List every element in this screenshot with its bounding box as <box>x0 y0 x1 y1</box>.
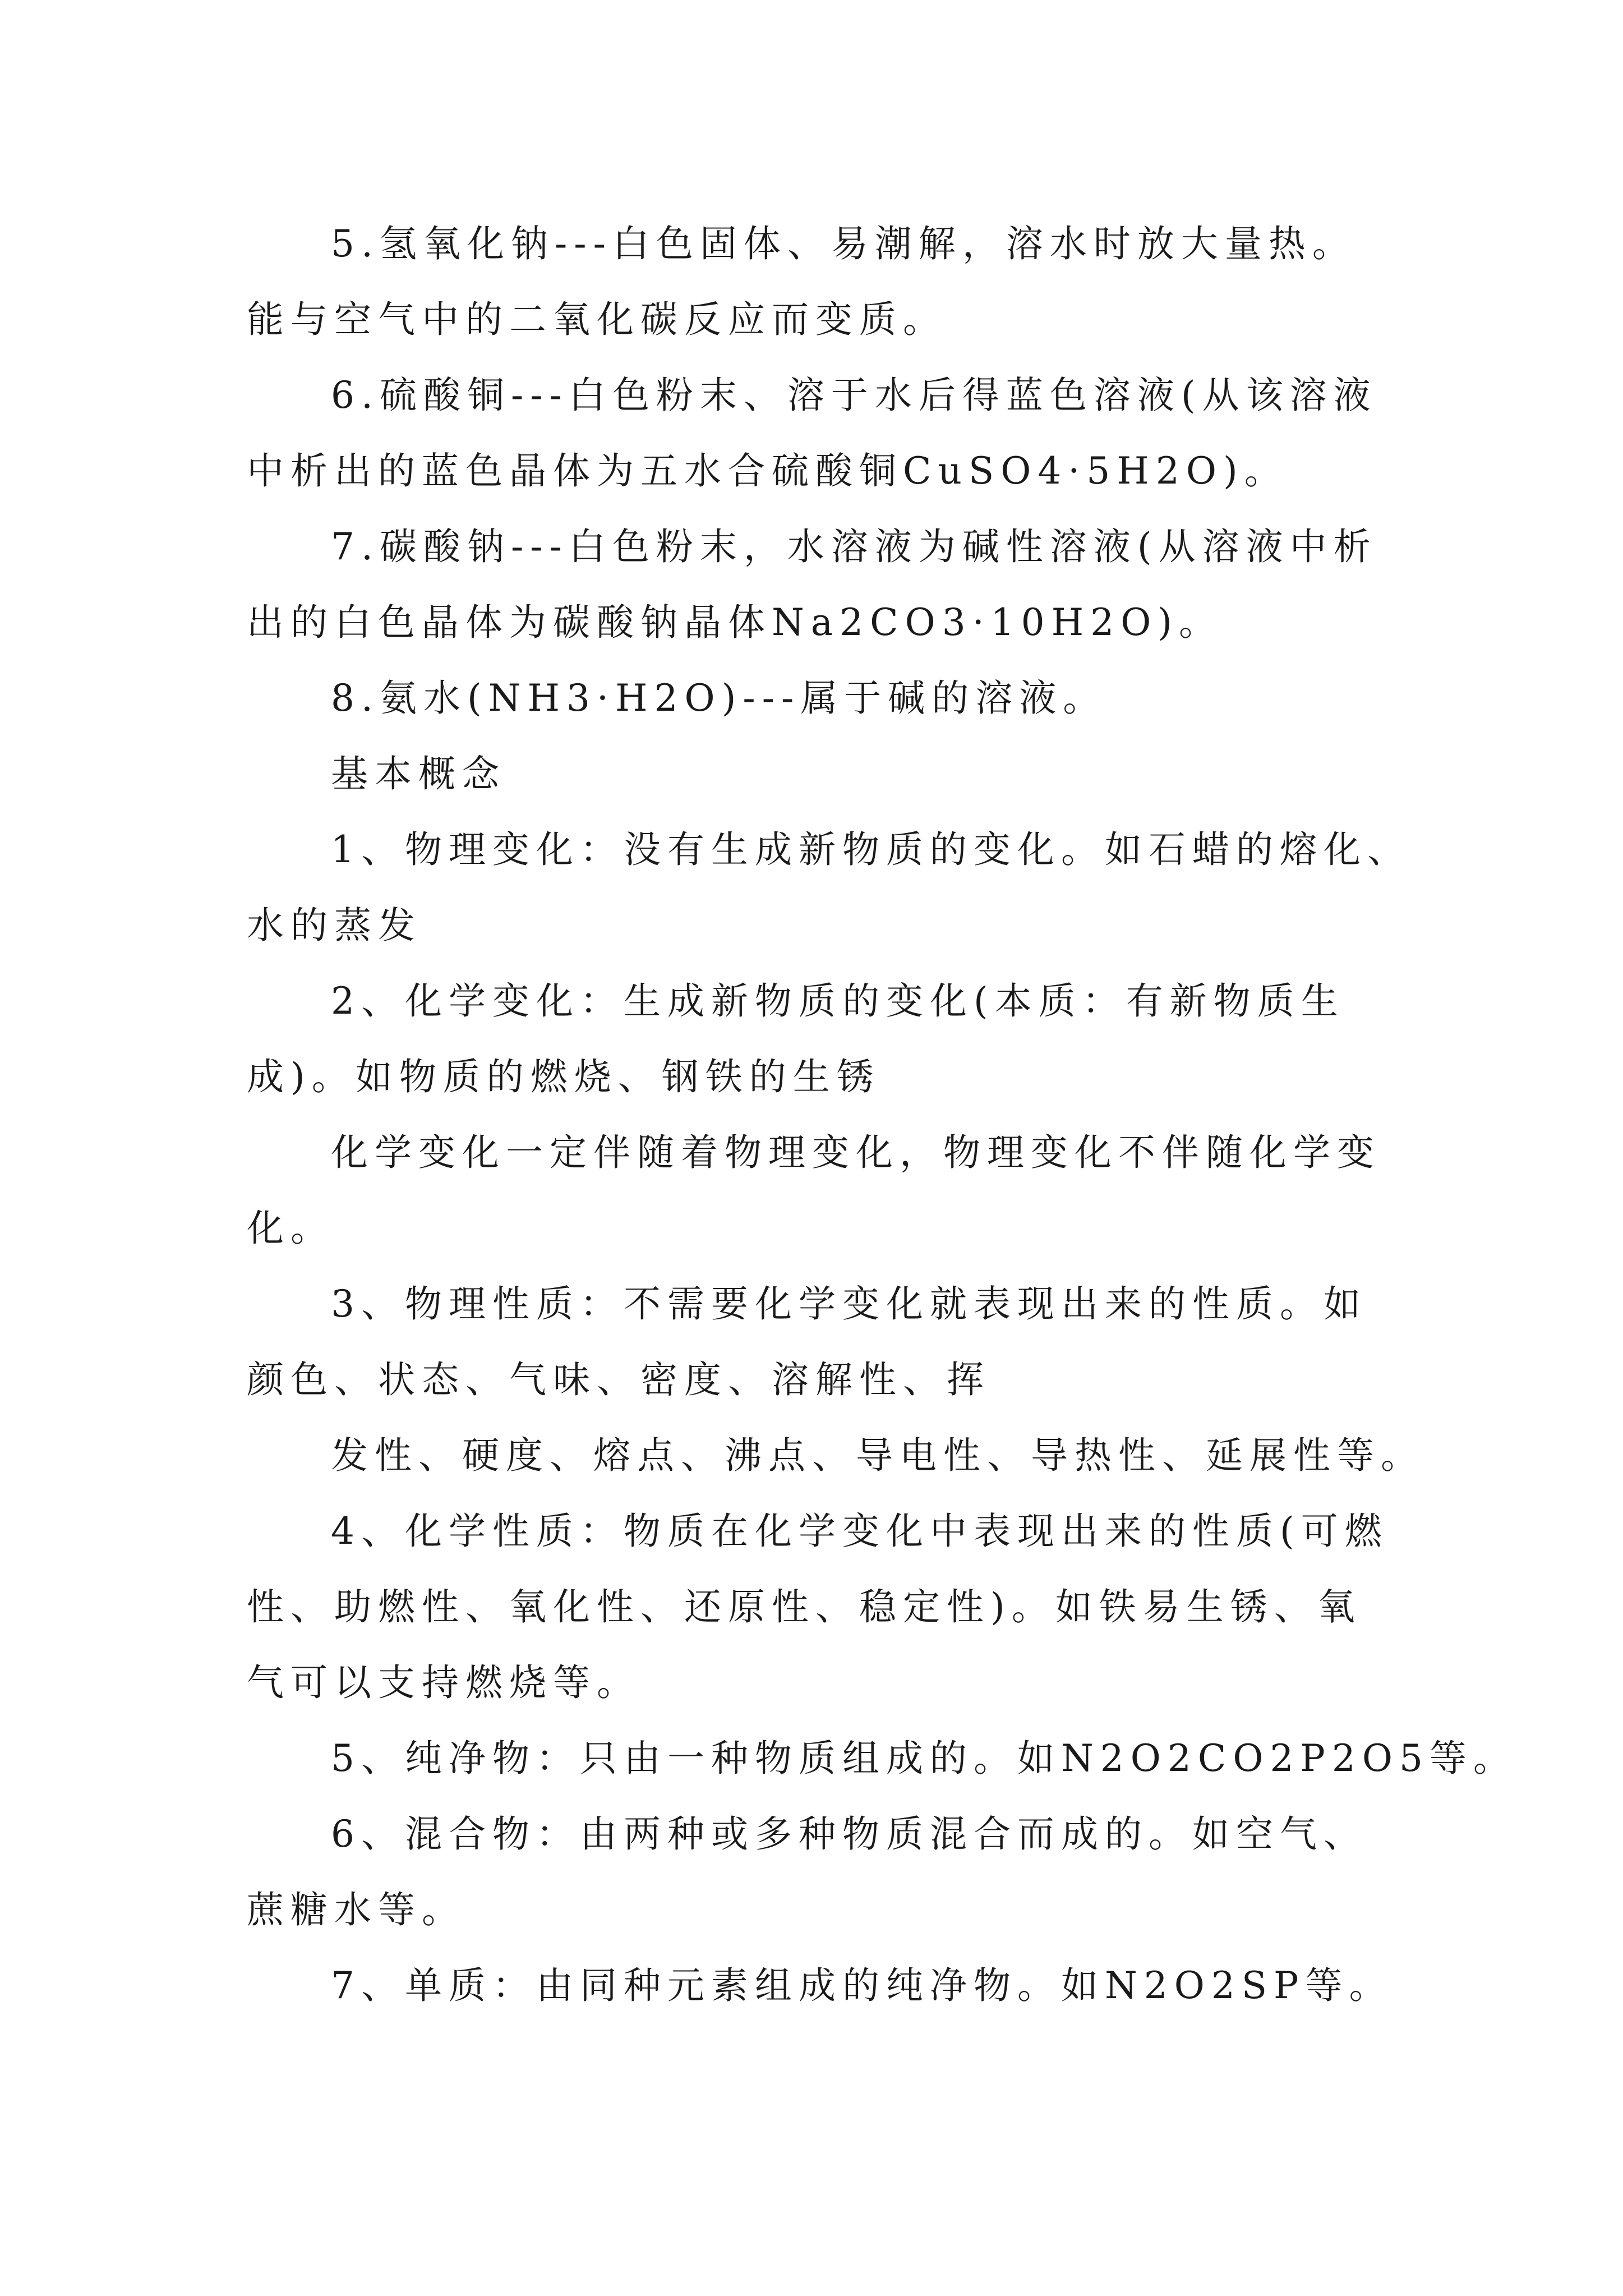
text-line: 发性、硬度、熔点、沸点、导电性、导热性、延展性等。 <box>331 1434 1424 1477</box>
text-line: 5.氢氧化钠---白色固体、易潮解，溶水时放大量热。 <box>331 222 1356 265</box>
text-line: 成)。如物质的燃烧、钢铁的生锈 <box>247 1055 880 1098</box>
text-line: 8.氨水(NH3·H2O)---属于碱的溶液。 <box>331 677 1107 720</box>
text-line: 颜色、状态、气味、密度、溶解性、挥 <box>247 1358 990 1401</box>
section-heading: 基本概念 <box>331 752 506 795</box>
text-line: 水的蒸发 <box>247 904 422 947</box>
text-line: 3、物理性质：不需要化学变化就表现出来的性质。如 <box>331 1282 1367 1326</box>
text-line: 出的白色晶体为碳酸钠晶体Na2CO3·10H2O)。 <box>247 601 1223 644</box>
text-line: 中析出的蓝色晶体为五水合硫酸铜CuSO4·5H2O)。 <box>247 449 1288 493</box>
text-line: 2、化学变化：生成新物质的变化(本质：有新物质生 <box>331 979 1345 1023</box>
text-line: 7、单质：由同种元素组成的纯净物。如N2O2SP等。 <box>331 1964 1393 2007</box>
text-line: 4、化学性质：物质在化学变化中表现出来的性质(可燃 <box>331 1510 1389 1553</box>
text-line: 气可以支持燃烧等。 <box>247 1661 640 1704</box>
text-line: 1、物理变化：没有生成新物质的变化。如石蜡的熔化、 <box>331 828 1411 871</box>
text-line: 蔗糖水等。 <box>247 1888 465 1931</box>
text-line: 6.硫酸铜---白色粉末、溶于水后得蓝色溶液(从该溶液 <box>331 374 1377 417</box>
text-line: 5、纯净物：只由一种物质组成的。如N2O2CO2P2O5等。 <box>331 1737 1517 1780</box>
text-line: 性、助燃性、氧化性、还原性、稳定性)。如铁易生锈、氧 <box>247 1585 1362 1628</box>
text-line: 6、混合物：由两种或多种物质混合而成的。如空气、 <box>331 1812 1367 1856</box>
text-line: 能与空气中的二氧化碳反应而变质。 <box>247 298 947 341</box>
text-line: 化。 <box>247 1207 334 1250</box>
text-line: 化学变化一定伴随着物理变化，物理变化不伴随化学变 <box>331 1131 1381 1174</box>
text-line: 7.碳酸钠---白色粉末，水溶液为碱性溶液(从溶液中析 <box>331 525 1377 568</box>
